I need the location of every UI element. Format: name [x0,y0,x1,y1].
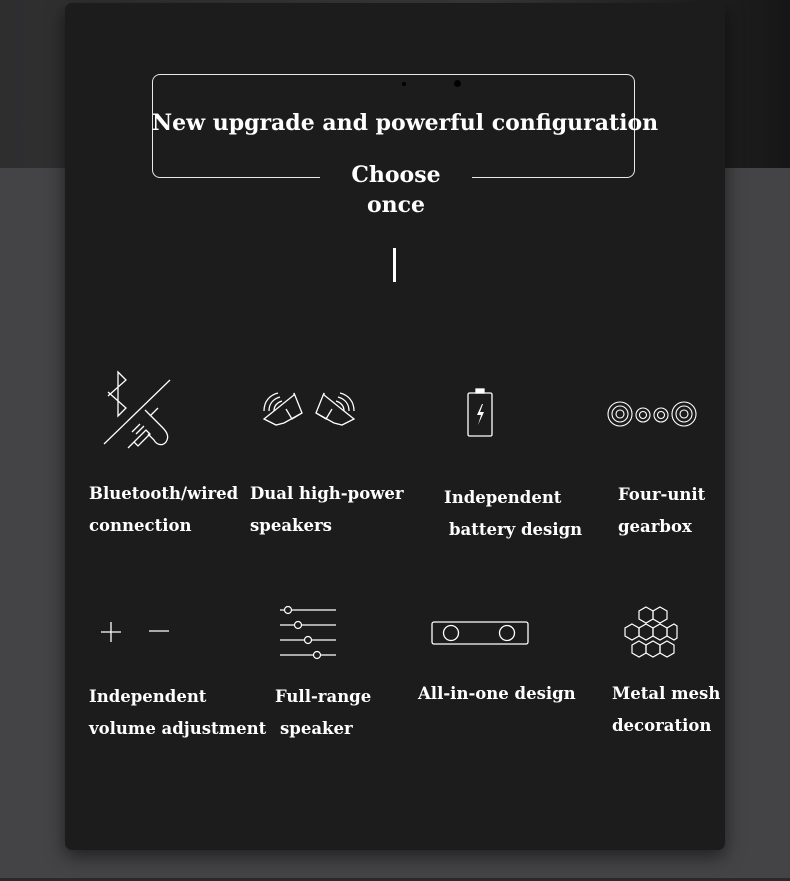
camera-dots [400,79,460,89]
page-title: New upgrade and powerful configuration [152,110,659,136]
plus-minus-icon [100,620,172,644]
feature-label-metal-mesh: Metal mesh decoration [612,684,721,735]
page-subtitle: Choose once [320,160,472,220]
feature-label-all-in-one: All-in-one design [418,684,576,703]
all-in-one-icon [431,620,529,646]
bluetooth-wired-icon [100,370,175,452]
feature-label-dual-speakers: Dual high-power speakers [250,484,404,535]
feature-label-bluetooth: Bluetooth/wired connection [89,484,239,535]
battery-icon [466,388,494,438]
dual-speaker-icon [258,389,360,437]
feature-label-gearbox: Four-unit gearbox [618,485,706,536]
feature-label-volume: Independent volume adjustment [89,687,267,738]
divider-bar [393,248,396,282]
four-unit-icon [606,400,700,430]
equalizer-icon [278,605,338,659]
feature-label-battery: Independent battery design [444,488,583,539]
hexagon-mesh-icon [624,605,678,661]
feature-label-full-range: Full-range speaker [275,687,372,738]
